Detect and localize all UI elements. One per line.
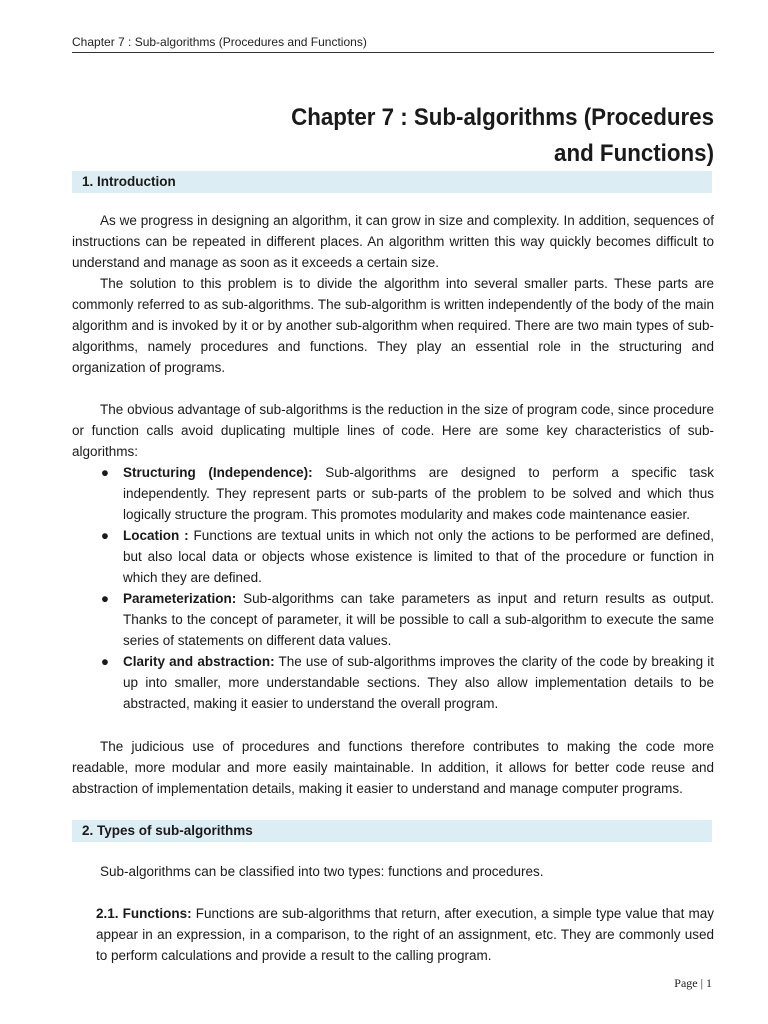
section-heading-introduction: 1. Introduction	[72, 171, 712, 193]
chapter-title	[193, 100, 714, 172]
bullet-icon: ●	[100, 654, 110, 669]
bullet-text: Sub-algorithms can take parameters as input and return results as output. Thanks to the concept of parameter, it will be possible to call a sub-algorithm to execute the same series of statements on different data values.	[123, 591, 714, 648]
running-header: Chapter 7 : Sub-algorithms (Procedures and Functions)	[72, 34, 714, 53]
bullet-term: Parameterization:	[123, 591, 237, 606]
list-item	[72, 588, 714, 651]
subsection-functions-text: Functions are sub-algorithms that return, after execution, a simple type value that may appear in an expression, in a comparison, to the right of an assignment, etc. They are commonly used to perform calculations and provide a result to the calling program.	[96, 906, 714, 963]
bullet-term: Clarity and abstraction:	[123, 654, 275, 669]
types-paragraph-1: Sub-algorithms can be classified into two types: functions and procedures.	[100, 864, 544, 879]
characteristics-list	[72, 462, 714, 714]
intro-paragraph-4: The judicious use of procedures and functions therefore contributes to making the code more readable, more modular and more easily maintainable. In addition, it allows for better code reuse and abstraction of implementation details, making it easier to understand and manage computer programs.	[72, 739, 714, 796]
bullet-icon: ●	[100, 465, 110, 480]
bullet-term: Location :	[123, 528, 189, 543]
bullet-icon: ●	[100, 528, 110, 543]
chapter-title-line2: and Functions)	[554, 140, 714, 167]
subsection-functions	[96, 903, 714, 966]
page-number: Page | 1	[674, 976, 712, 990]
intro-paragraph-3: The obvious advantage of sub-algorithms is the reduction in the size of program code, since procedure or function calls avoid duplicating multiple lines of code. Here are some key characteristics of sub-algorithms:	[72, 402, 714, 459]
bullet-term: Structuring (Independence):	[123, 465, 313, 480]
intro-paragraph-2: The solution to this problem is to divide the algorithm into several smaller parts. These parts are commonly referred to as sub-algorithms. The sub-algorithm is written independently of the body of the main algorithm and is invoked by it or by another sub-algorithm when required. There are two main types of sub-algorithms, namely procedures and functions. They play an essential role in the structuring and organization of programs.	[72, 276, 714, 375]
list-item	[72, 525, 714, 588]
bullet-text: Sub-algorithms are designed to perform a specific task independently. They represent parts or sub-parts of the problem to be solved and which thus logically structure the program. This promotes modularity and makes code maintenance easier.	[123, 465, 714, 522]
section-heading-types: 2. Types of sub-algorithms	[72, 820, 712, 842]
intro-paragraph-1: As we progress in designing an algorithm, it can grow in size and complexity. In addition, sequences of instructions can be repeated in different places. An algorithm written this way quickly becomes difficult to understand and manage as soon as it exceeds a certain size.	[72, 213, 714, 270]
list-item	[72, 651, 714, 714]
chapter-title-line1: Chapter 7 : Sub-algorithms (Procedures	[291, 104, 714, 131]
bullet-text: The use of sub-algorithms improves the clarity of the code by breaking it up into smaller, more understandable sections. They also allow implementation details to be abstracted, making it easier to understand the overall program.	[123, 654, 715, 711]
bullet-icon: ●	[100, 591, 110, 606]
subsection-functions-label: 2.1. Functions:	[96, 906, 192, 921]
bullet-text: Functions are textual units in which not only the actions to be performed are defined, but also local data or objects whose existence is limited to that of the procedure or function in which they are defined.	[123, 528, 714, 585]
list-item	[72, 462, 714, 525]
